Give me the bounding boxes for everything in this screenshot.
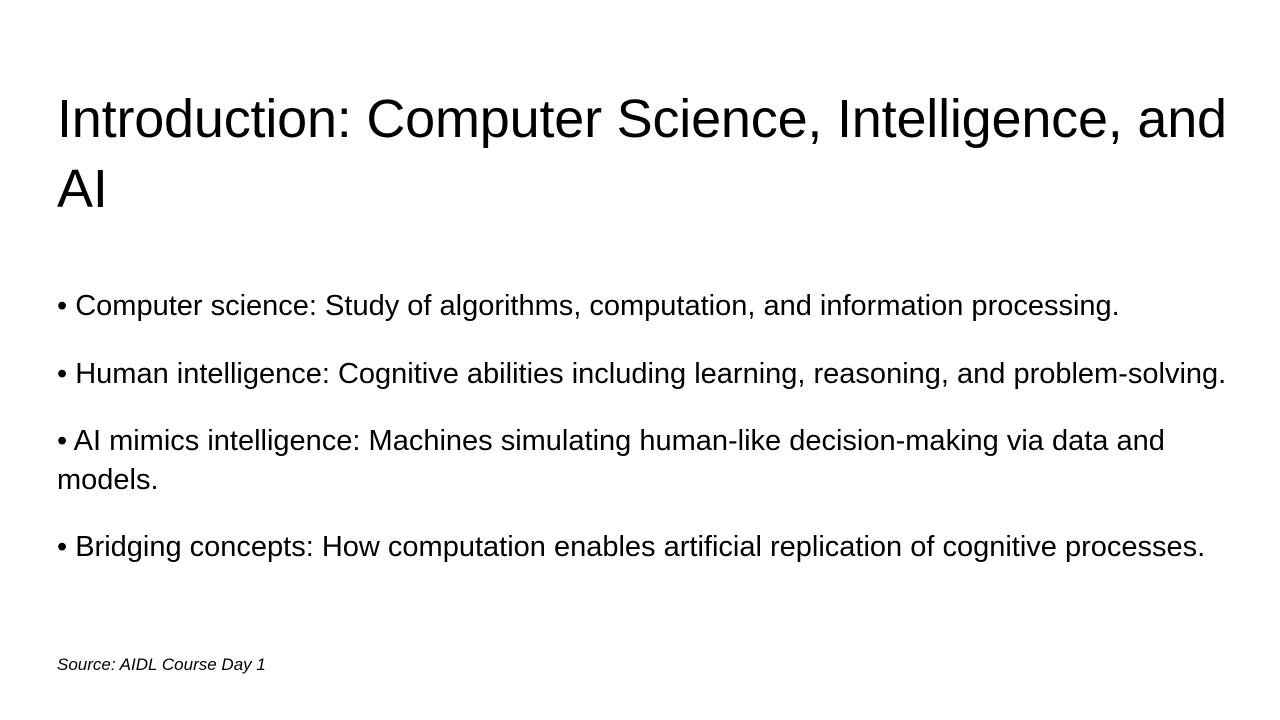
source-caption: Source: AIDL Course Day 1 <box>57 655 266 674</box>
slide-body <box>57 258 1232 567</box>
list-item: • Bridging concepts: How computation enables artificial replication of cognitive processes. <box>57 531 1206 564</box>
page-title: Introduction: Computer Science, Intelligence, and AI <box>57 89 1227 220</box>
list-item: • AI mimics intelligence: Machines simulating human-like decision-making via data and models. <box>57 425 1173 496</box>
list-item: • Human intelligence: Cognitive abilities including learning, reasoning, and problem-solving. <box>57 357 1227 390</box>
list-item: • Computer science: Study of algorithms, computation, and information processing. <box>57 290 1120 322</box>
